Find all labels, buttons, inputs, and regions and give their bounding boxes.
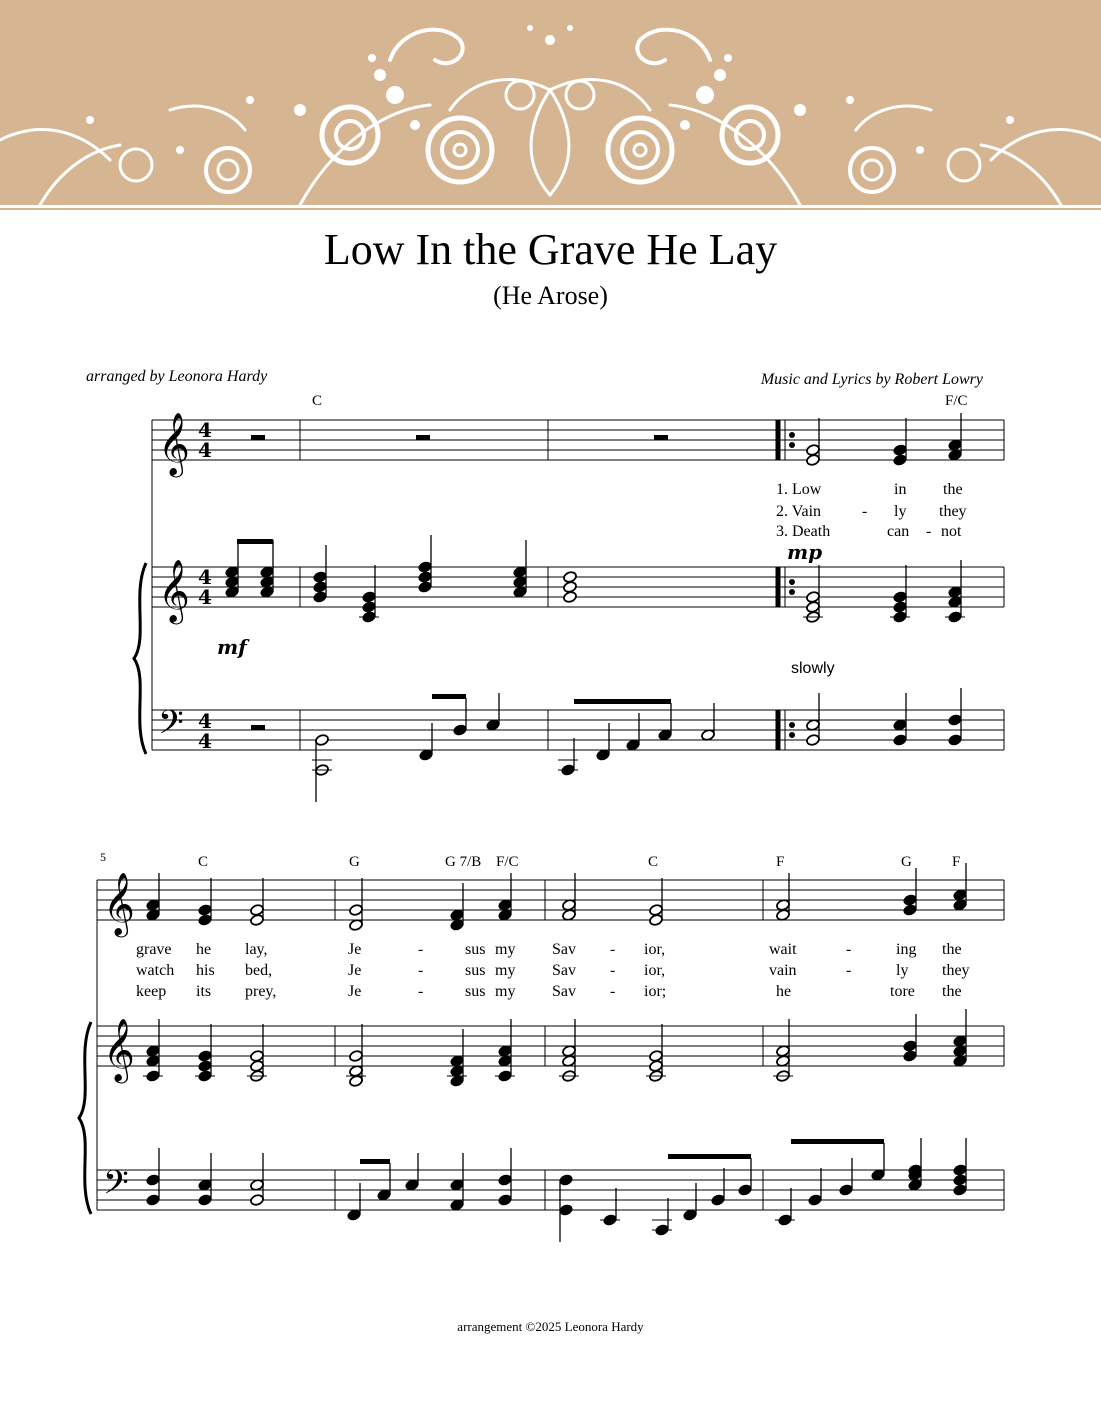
notehead	[893, 719, 908, 732]
chord-notes	[658, 703, 673, 741]
chord-notes	[247, 1024, 267, 1082]
whole-rest	[416, 435, 430, 440]
notehead	[250, 1050, 265, 1063]
barlines	[79, 420, 1004, 1214]
lyric: he	[776, 983, 792, 1000]
notehead	[839, 1184, 854, 1197]
time-sig-bottom: 4	[198, 729, 212, 753]
notehead	[405, 1179, 420, 1192]
lyric: ior,	[644, 962, 666, 979]
notehead	[198, 1050, 213, 1063]
notehead	[776, 1055, 791, 1068]
composer-credit: Music and Lyrics by Robert Lowry	[760, 371, 983, 388]
lyric: Je	[348, 962, 362, 979]
chord-notes	[808, 1168, 823, 1206]
chord-notes	[626, 713, 641, 751]
lyric: -	[610, 962, 616, 979]
notehead	[450, 1075, 465, 1088]
notehead	[250, 1194, 265, 1207]
notehead	[313, 571, 328, 584]
notehead	[953, 1164, 968, 1177]
chord-notes	[143, 1019, 163, 1082]
notehead	[701, 729, 716, 742]
lyric: watch	[136, 962, 175, 979]
chord-notes	[701, 703, 716, 741]
beam	[668, 1154, 751, 1159]
chord-notes	[349, 878, 364, 931]
notehead	[948, 586, 963, 599]
notehead	[776, 1045, 791, 1058]
notehead	[953, 1045, 968, 1058]
chord-notes	[312, 734, 332, 802]
notehead	[562, 899, 577, 912]
chord-symbol: C	[648, 854, 659, 870]
chord-notes	[225, 540, 240, 598]
chord-notes	[450, 1153, 465, 1211]
treble-clef: 𝄞	[103, 1018, 135, 1081]
treble-clef: 𝄞	[103, 872, 135, 935]
notehead	[806, 601, 821, 614]
notehead	[808, 1194, 823, 1207]
time-signatures	[198, 418, 212, 753]
bass-clef: 𝄢	[103, 1164, 129, 1210]
chord-notes	[738, 1158, 753, 1196]
notehead	[419, 749, 434, 762]
chord-notes	[359, 565, 379, 623]
notehead	[418, 581, 433, 594]
notehead	[903, 1040, 918, 1053]
chord-notes	[806, 418, 821, 466]
notehead	[250, 1179, 265, 1192]
notehead	[146, 1194, 161, 1207]
notehead	[498, 909, 513, 922]
lyric: my	[495, 941, 516, 958]
chord-notes	[596, 723, 611, 761]
notehead	[908, 1179, 923, 1192]
notehead	[953, 1174, 968, 1187]
chord-notes	[563, 571, 578, 604]
notehead	[198, 904, 213, 917]
notehead	[559, 1174, 574, 1187]
notehead	[806, 454, 821, 467]
chord-notes	[558, 738, 578, 776]
notehead	[498, 899, 513, 912]
lyric: not	[941, 523, 962, 540]
chord-notes	[146, 1148, 161, 1206]
lyric: in	[894, 481, 907, 498]
chord-notes	[250, 878, 265, 926]
notehead	[806, 591, 821, 604]
lyric: Je	[348, 983, 362, 1000]
notehead	[649, 1060, 664, 1073]
lyric: keep	[136, 983, 167, 1000]
notehead	[450, 1065, 465, 1078]
chord-notes	[447, 1029, 467, 1087]
notehead	[146, 1174, 161, 1187]
notehead	[225, 566, 240, 579]
notehead	[893, 734, 908, 747]
notehead	[658, 729, 673, 742]
brace	[79, 1022, 91, 1214]
lyric: -	[418, 983, 424, 1000]
notehead	[146, 1045, 161, 1058]
treble-clef: 𝄞	[158, 559, 190, 622]
lyric: ior;	[644, 983, 667, 1000]
notehead	[948, 714, 963, 727]
notehead	[596, 749, 611, 762]
chord-notes	[908, 1138, 923, 1191]
notehead	[649, 1050, 664, 1063]
chord-notes	[890, 565, 910, 623]
notehead	[315, 734, 330, 747]
chord-notes	[600, 1188, 620, 1226]
notehead	[563, 571, 578, 584]
notehead	[903, 1050, 918, 1063]
chord-notes	[953, 1009, 968, 1067]
chord-notes	[195, 1024, 215, 1082]
lyric: sus	[465, 941, 486, 958]
lyric: Sav	[552, 962, 576, 979]
chord-symbol: F/C	[945, 393, 968, 409]
chord-notes	[405, 1153, 420, 1191]
arranger-credit: arranged by Leonora Hardy	[86, 368, 268, 385]
notehead	[349, 1050, 364, 1063]
lyric: its	[196, 983, 212, 1000]
time-sig-bottom: 4	[198, 585, 212, 609]
beam	[360, 1159, 390, 1164]
lyric: ly	[896, 962, 909, 979]
notehead	[806, 719, 821, 732]
notehead	[146, 1055, 161, 1068]
notehead	[738, 1184, 753, 1197]
notehead	[486, 719, 501, 732]
notehead	[683, 1209, 698, 1222]
chord-symbol: F	[952, 854, 961, 870]
chord-notes	[313, 545, 328, 603]
notehead	[903, 904, 918, 917]
lyric: 3. Death	[776, 523, 831, 540]
chord-notes	[683, 1183, 698, 1221]
notehead	[776, 899, 791, 912]
notehead	[563, 581, 578, 594]
notehead	[349, 1075, 364, 1088]
lyric: 1. Low	[776, 481, 822, 498]
notehead	[453, 724, 468, 737]
chord-symbol: F/C	[496, 854, 519, 870]
lyric: sus	[465, 962, 486, 979]
notehead	[498, 1055, 513, 1068]
chord-notes	[953, 863, 968, 911]
notehead	[953, 889, 968, 902]
time-sig-bottom: 4	[198, 438, 212, 462]
chord-notes	[652, 1198, 672, 1236]
lyric: they	[942, 962, 970, 979]
time-sig-top: 4	[198, 565, 212, 589]
chord-notes	[419, 723, 434, 761]
notehead	[498, 1045, 513, 1058]
dynamic-marking: mp	[787, 540, 823, 564]
notehead	[563, 591, 578, 604]
lyric: wait	[769, 941, 797, 958]
notes	[143, 413, 967, 1242]
notehead	[450, 1199, 465, 1212]
chord-notes	[513, 540, 528, 598]
song-title: Low In the Grave He Lay	[323, 225, 778, 274]
lyric: tore	[890, 983, 915, 1000]
notehead	[893, 454, 908, 467]
notehead	[450, 1179, 465, 1192]
chord-notes	[893, 418, 908, 466]
beam	[574, 699, 671, 704]
lyric: lay,	[245, 941, 268, 958]
chord-notes	[559, 1019, 579, 1082]
notehead	[806, 734, 821, 747]
notehead	[225, 586, 240, 599]
notehead	[250, 904, 265, 917]
chord-notes	[495, 1019, 515, 1082]
notehead	[250, 1060, 265, 1073]
chord-notes	[559, 1174, 574, 1242]
chord-notes	[377, 1163, 392, 1201]
time-sig-top: 4	[198, 418, 212, 442]
chord-symbol: F	[776, 854, 785, 870]
notehead	[362, 601, 377, 614]
notehead	[903, 894, 918, 907]
lyric: prey,	[245, 983, 277, 1000]
notehead	[626, 739, 641, 752]
chord-notes	[486, 693, 501, 731]
lyric: ing	[896, 941, 917, 958]
lyric: he	[196, 941, 212, 958]
notehead	[146, 909, 161, 922]
lyric: bed,	[245, 962, 273, 979]
notehead	[649, 904, 664, 917]
lyric: the	[943, 481, 963, 498]
lyric: -	[846, 941, 852, 958]
repeat-dot	[790, 443, 795, 448]
notehead	[498, 1174, 513, 1187]
lyric: Sav	[552, 983, 576, 1000]
lyric: -	[418, 941, 424, 958]
lyric: the	[942, 941, 962, 958]
notehead	[893, 444, 908, 457]
staff-lines	[97, 420, 1004, 1210]
chord-notes	[260, 540, 275, 598]
notehead	[871, 1169, 886, 1182]
notehead	[349, 1065, 364, 1078]
lyric: they	[939, 503, 967, 520]
chord-symbol: G 7/B	[445, 854, 482, 870]
repeat-dot	[790, 433, 795, 438]
chord-notes	[953, 1138, 968, 1196]
lyric: grave	[136, 941, 172, 958]
brace	[134, 563, 146, 754]
bass-clef: 𝄢	[158, 704, 184, 750]
lyric: 2. Vain	[776, 503, 822, 520]
chord-notes	[347, 1183, 362, 1221]
notehead	[953, 899, 968, 912]
notehead	[562, 1055, 577, 1068]
measure-number: 5	[100, 850, 106, 864]
notehead	[250, 914, 265, 927]
notehead	[347, 1209, 362, 1222]
repeat-dot	[790, 733, 795, 738]
notehead	[349, 904, 364, 917]
notehead	[562, 1045, 577, 1058]
whole-rest	[654, 435, 668, 440]
dynamic-marking: mf	[217, 635, 247, 659]
copyright-footer: arrangement ©2025 Leonora Hardy	[457, 1319, 644, 1334]
chord-symbol: C	[198, 854, 209, 870]
notehead	[711, 1194, 726, 1207]
notehead	[225, 576, 240, 589]
lyric: -	[862, 503, 868, 520]
notehead	[893, 591, 908, 604]
beam	[237, 539, 273, 544]
lyric: -	[610, 983, 616, 1000]
notehead	[260, 586, 275, 599]
notehead	[260, 576, 275, 589]
notehead	[198, 1194, 213, 1207]
chord-notes	[903, 868, 918, 916]
clefs	[103, 412, 190, 1210]
notehead	[948, 449, 963, 462]
chord-notes	[646, 1024, 666, 1082]
tempo-marking: slowly	[791, 660, 835, 677]
lyric: -	[846, 962, 852, 979]
notehead	[349, 919, 364, 932]
song-subtitle: (He Arose)	[493, 281, 608, 310]
notehead	[948, 596, 963, 609]
notehead	[513, 586, 528, 599]
chord-symbol: C	[312, 393, 323, 409]
notehead	[450, 909, 465, 922]
lyric: my	[495, 962, 516, 979]
chord-notes	[711, 1168, 726, 1206]
whole-rest	[251, 435, 265, 440]
notehead	[418, 561, 433, 574]
notehead	[198, 1060, 213, 1073]
lyric: sus	[465, 983, 486, 1000]
chord-notes	[775, 1188, 795, 1226]
notehead	[953, 1055, 968, 1068]
lyric: ior,	[644, 941, 666, 958]
beam	[791, 1139, 884, 1144]
chord-symbol: G	[901, 854, 912, 870]
notehead	[260, 566, 275, 579]
treble-clef: 𝄞	[158, 412, 190, 475]
repeat-dot	[790, 590, 795, 595]
notehead	[498, 1194, 513, 1207]
chord-notes	[903, 1014, 918, 1062]
lyric: Je	[348, 941, 362, 958]
lyric: -	[418, 962, 424, 979]
notehead	[948, 734, 963, 747]
repeat-dot	[790, 580, 795, 585]
chord-notes	[418, 535, 433, 593]
chord-symbol: G	[349, 854, 360, 870]
notehead	[953, 1184, 968, 1197]
notehead	[146, 899, 161, 912]
whole-rest	[251, 725, 265, 730]
lyric: the	[942, 983, 962, 1000]
notehead	[362, 591, 377, 604]
chord-notes	[803, 565, 823, 623]
chord-notes	[839, 1158, 854, 1196]
notehead	[649, 914, 664, 927]
chord-notes	[649, 878, 664, 926]
chord-notes	[871, 1143, 886, 1181]
notehead	[513, 566, 528, 579]
notehead	[313, 591, 328, 604]
notehead	[418, 571, 433, 584]
notehead	[948, 439, 963, 452]
notehead	[776, 909, 791, 922]
lyric: can	[887, 523, 910, 540]
chord-notes	[198, 878, 213, 926]
lyric: my	[495, 983, 516, 1000]
lyrics-system-2	[136, 941, 970, 1000]
notehead	[562, 909, 577, 922]
chord-notes	[453, 698, 468, 736]
notehead	[893, 601, 908, 614]
notehead	[559, 1204, 574, 1217]
lyric: vain	[769, 962, 797, 979]
notehead	[806, 444, 821, 457]
notehead	[450, 1055, 465, 1068]
repeat-dot	[790, 723, 795, 728]
lyric: -	[610, 941, 616, 958]
lyric: -	[926, 523, 932, 540]
notehead	[313, 581, 328, 594]
notehead	[513, 576, 528, 589]
lyric: Sav	[552, 941, 576, 958]
notehead	[198, 1179, 213, 1192]
notehead	[450, 919, 465, 932]
beam	[432, 694, 466, 699]
chord-notes	[948, 688, 963, 746]
notehead	[953, 1035, 968, 1048]
notehead	[377, 1189, 392, 1202]
notehead	[198, 914, 213, 927]
time-sig-top: 4	[198, 709, 212, 733]
lyric: his	[196, 962, 215, 979]
chord-notes	[498, 1148, 513, 1206]
chord-notes	[945, 560, 965, 623]
chord-notes	[773, 1019, 793, 1082]
lyric: ly	[894, 503, 907, 520]
